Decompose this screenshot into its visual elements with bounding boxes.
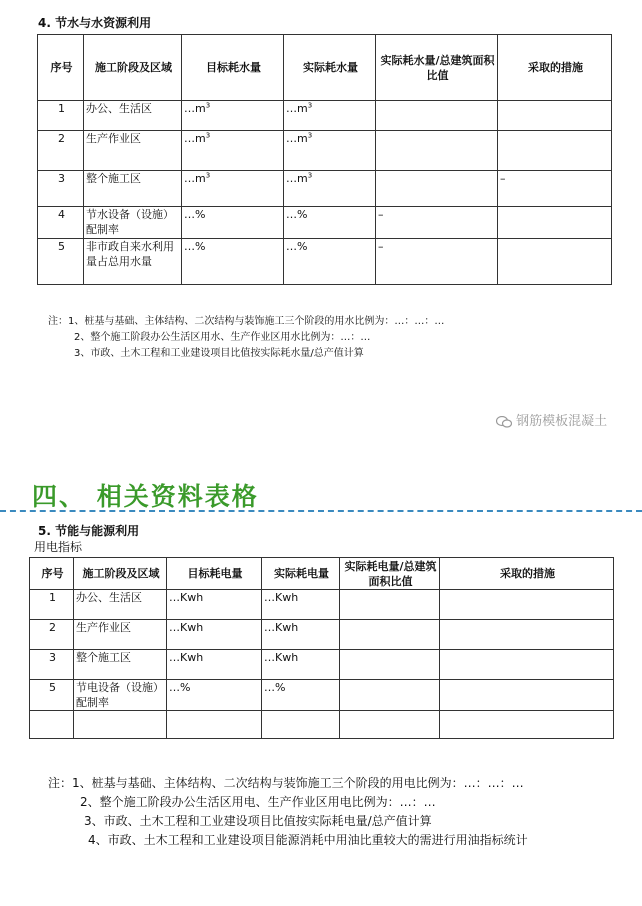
energy-cell-area: 办公、生活区 (74, 590, 167, 620)
water-cell-measure (498, 239, 612, 285)
energy-cell-no: 1 (30, 590, 74, 620)
energy-header-area: 施工阶段及区域 (74, 558, 167, 590)
wechat-icon (496, 416, 512, 428)
water-cell-no: 3 (38, 171, 84, 207)
water-cell-actual (284, 171, 376, 207)
energy-cell-ratio (340, 650, 440, 680)
energy-cell-measure (440, 680, 614, 711)
water-cell-target (182, 101, 284, 131)
water-note-3: 3、市政、土木工程和工业建设项目比值按实际耗水量/总产值计算 (74, 348, 364, 359)
energy-cell-measure (440, 620, 614, 650)
watermark-text: 钢筋模板混凝土 (516, 414, 608, 429)
energy-table (29, 557, 614, 739)
water-actual-unit-sup: 3 (307, 171, 313, 180)
water-cell-ratio (376, 101, 498, 131)
energy-subtitle: 用电指标 (34, 540, 83, 554)
water-target-value: …m (184, 132, 206, 145)
water-header-measure: 采取的措施 (498, 35, 612, 101)
energy-cell-measure (440, 711, 614, 739)
water-target-value: …% (184, 240, 206, 253)
water-notes (48, 314, 608, 362)
water-header-no: 序号 (38, 35, 84, 101)
water-target-value: …% (184, 208, 206, 221)
water-target-unit-sup: 3 (205, 171, 211, 180)
energy-cell-area: 整个施工区 (74, 650, 167, 680)
water-header-area: 施工阶段及区域 (84, 35, 182, 101)
water-cell-ratio: – (376, 207, 498, 239)
water-cell-area: 节水设备（设施）配制率 (84, 207, 182, 239)
energy-cell-area (74, 711, 167, 739)
energy-row (30, 711, 614, 739)
water-cell-area: 生产作业区 (84, 131, 182, 171)
water-note-2: 2、整个施工阶段办公生活区用水、生产作业区用水比例为：…：… (74, 332, 371, 343)
water-cell-actual (284, 207, 376, 239)
energy-cell-ratio (340, 590, 440, 620)
water-note-1: 注：1、桩基与基础、主体结构、二次结构与装饰施工三个阶段的用水比例为：…：…：… (48, 316, 445, 327)
water-cell-no: 2 (38, 131, 84, 171)
water-actual-value: …% (286, 240, 308, 253)
water-header-ratio: 实际耗水量/总建筑面积比值 (376, 35, 498, 101)
energy-note-2: 2、整个施工阶段办公生活区用电、生产作业区用电比例为：…：… (80, 795, 436, 809)
energy-cell-no (30, 711, 74, 739)
energy-cell-ratio (340, 680, 440, 711)
energy-row (30, 650, 614, 680)
energy-header-no: 序号 (30, 558, 74, 590)
section-divider (0, 510, 642, 512)
energy-header-actual: 实际耗电量 (262, 558, 340, 590)
water-cell-target (182, 207, 284, 239)
energy-cell-measure (440, 590, 614, 620)
energy-cell-actual (262, 711, 340, 739)
energy-cell-actual: …Kwh (262, 650, 340, 680)
water-cell-actual (284, 239, 376, 285)
energy-cell-no: 5 (30, 680, 74, 711)
energy-cell-area: 生产作业区 (74, 620, 167, 650)
energy-note-1: 注：1、桩基与基础、主体结构、二次结构与装饰施工三个阶段的用电比例为：…：…：… (48, 776, 524, 790)
water-row (38, 101, 612, 131)
water-cell-area: 非市政自来水利用量占总用水量 (84, 239, 182, 285)
energy-header-target: 目标耗电量 (167, 558, 262, 590)
water-cell-actual (284, 131, 376, 171)
water-cell-ratio: – (376, 239, 498, 285)
energy-cell-no: 3 (30, 650, 74, 680)
water-header-target: 目标耗水量 (182, 35, 284, 101)
energy-cell-target: …% (167, 680, 262, 711)
watermark (496, 410, 607, 429)
energy-cell-target: …Kwh (167, 620, 262, 650)
water-header-row (38, 35, 612, 101)
energy-cell-actual: …Kwh (262, 590, 340, 620)
water-row (38, 131, 612, 171)
water-actual-unit-sup: 3 (307, 131, 313, 140)
water-cell-ratio (376, 131, 498, 171)
water-actual-unit-sup: 3 (307, 101, 313, 110)
energy-row (30, 590, 614, 620)
energy-cell-area: 节电设备（设施）配制率 (74, 680, 167, 711)
energy-section-title: 5. 节能与能源利用 (38, 524, 140, 538)
water-cell-ratio (376, 171, 498, 207)
water-row (38, 207, 612, 239)
water-cell-actual (284, 101, 376, 131)
water-cell-measure (498, 131, 612, 171)
energy-notes (48, 774, 608, 850)
water-actual-value: …% (286, 208, 308, 221)
energy-header-ratio: 实际耗电量/总建筑面积比值 (340, 558, 440, 590)
water-cell-area: 办公、生活区 (84, 101, 182, 131)
energy-cell-measure (440, 650, 614, 680)
energy-cell-ratio (340, 620, 440, 650)
energy-note-3: 3、市政、土木工程和工业建设项目比值按实际耗电量/总产值计算 (84, 814, 432, 828)
energy-header-measure: 采取的措施 (440, 558, 614, 590)
water-header-actual: 实际耗水量 (284, 35, 376, 101)
water-actual-value: …m (286, 172, 308, 185)
energy-note-4: 4、市政、土木工程和工业建设项目能源消耗中用油比重较大的需进行用油指标统计 (88, 833, 528, 847)
section-heading: 四、 相关资料表格 (32, 482, 259, 511)
water-row (38, 171, 612, 207)
water-cell-target (182, 131, 284, 171)
water-target-unit-sup: 3 (205, 101, 211, 110)
water-target-value: …m (184, 172, 206, 185)
water-section-title: 4. 节水与水资源利用 (38, 16, 152, 30)
energy-cell-ratio (340, 711, 440, 739)
water-cell-measure: – (498, 171, 612, 207)
energy-cell-target: …Kwh (167, 650, 262, 680)
water-cell-measure (498, 207, 612, 239)
energy-cell-actual: …% (262, 680, 340, 711)
water-cell-area: 整个施工区 (84, 171, 182, 207)
water-cell-target (182, 239, 284, 285)
energy-cell-target (167, 711, 262, 739)
water-row (38, 239, 612, 285)
energy-header-row (30, 558, 614, 590)
energy-cell-target: …Kwh (167, 590, 262, 620)
water-table (37, 34, 612, 285)
energy-row (30, 680, 614, 711)
water-cell-no: 5 (38, 239, 84, 285)
water-actual-value: …m (286, 132, 308, 145)
energy-row (30, 620, 614, 650)
water-cell-no: 4 (38, 207, 84, 239)
energy-cell-actual: …Kwh (262, 620, 340, 650)
water-cell-measure (498, 101, 612, 131)
water-target-value: …m (184, 102, 206, 115)
water-actual-value: …m (286, 102, 308, 115)
water-cell-target (182, 171, 284, 207)
energy-cell-no: 2 (30, 620, 74, 650)
water-cell-no: 1 (38, 101, 84, 131)
water-target-unit-sup: 3 (205, 131, 211, 140)
